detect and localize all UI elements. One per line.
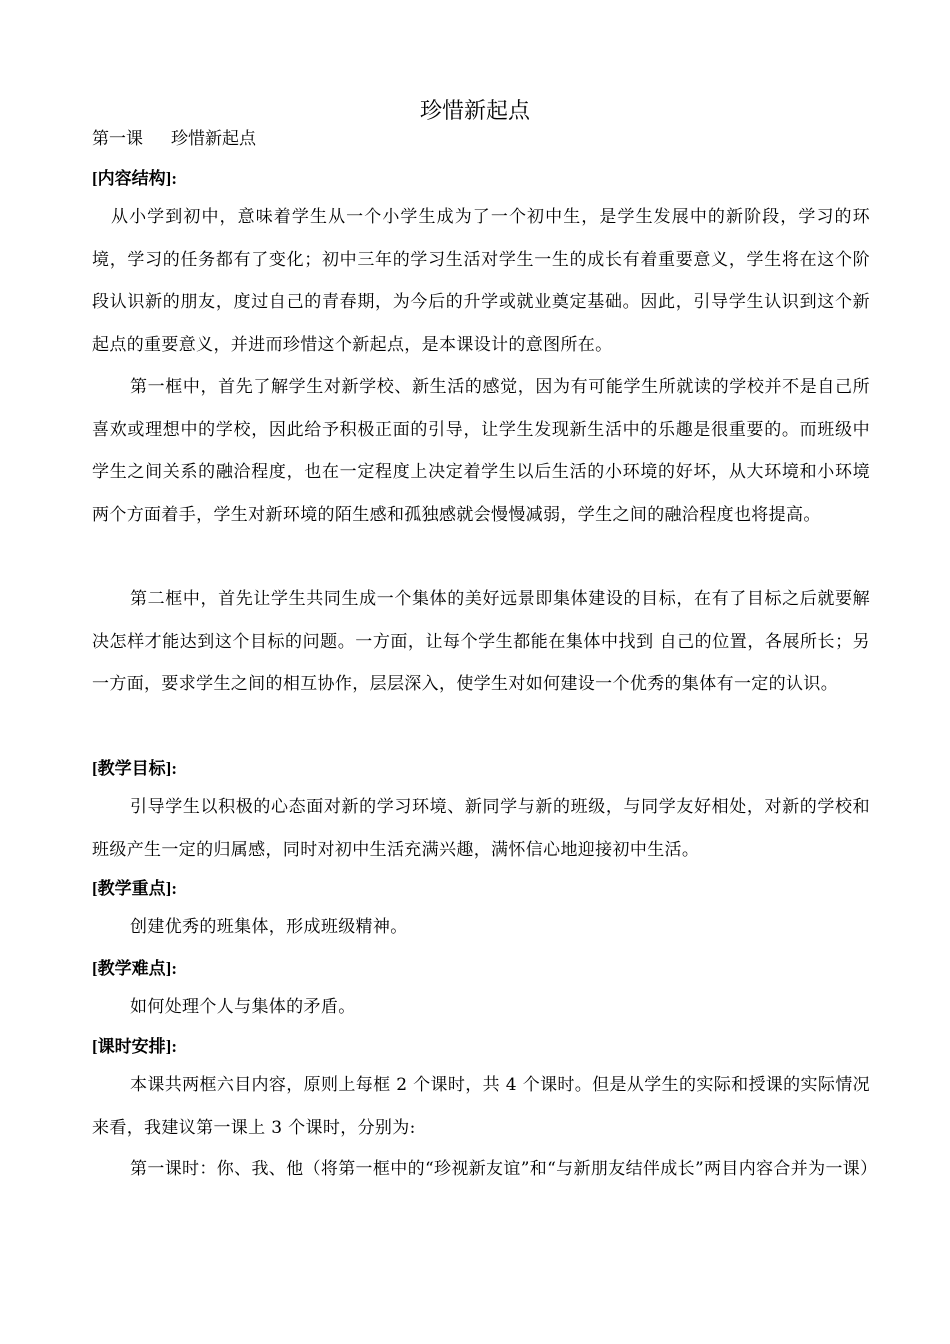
schedule-heading: [课时安排]: (92, 1037, 177, 1056)
goals-heading: [教学目标]: (92, 759, 177, 778)
structure-paragraph-1: 从小学到初中，意味着学生从一个小学生成为了一个初中生，是学生发展中的新阶段，学习的环境，学习的任务都有了变化；初中三年的学习生活对学生一生的成长有着重要意义，学生将在这个阶段认识新的朋友，度过自己的青春期，为今后的升学或就业奠定基础。因此，引导学生认识到这个新起点的重要意义，并进而珍惜这个新起点，是本课设计的意图所在。 (92, 207, 870, 355)
key-points-paragraph: 创建优秀的班集体，形成班级精神。 (130, 917, 408, 937)
lesson-label: 第一课 (92, 129, 143, 149)
key-points-heading: [教学重点]: (92, 879, 177, 898)
lesson-subtitle (92, 126, 256, 152)
difficulty-heading: [教学难点]: (92, 959, 177, 978)
goals-paragraph: 引导学生以积极的心态面对新的学习环境、新同学与新的班级，与同学友好相处，对新的学校和班级产生一定的归属感，同时对初中生活充满兴趣，满怀信心地迎接初中生活。 (92, 797, 870, 860)
structure-paragraph-3: 第二框中，首先让学生共同生成一个集体的美好远景即集体建设的目标，在有了目标之后就要解决怎样才能达到这个目标的问题。一方面，让每个学生都能在集体中找到 自己的位置，各展所长；另一方面，要求学生之间的相互协作，层层深入，使学生对如何建设一个优秀的集体有一定的认识。 (92, 589, 870, 694)
difficulty-paragraph: 如何处理个人与集体的矛盾。 (130, 997, 356, 1017)
structure-paragraph-2: 第一框中，首先了解学生对新学校、新生活的感觉，因为有可能学生所就读的学校并不是自己所喜欢或理想中的学校，因此给予积极正面的引导，让学生发现新生活中的乐趣是很重要的。而班级中学生之间关系的融洽程度，也在一定程度上决定着学生以后生活的小环境的好坏，从大环境和小环境两个方面着手，学生对新环境的陌生感和孤独感就会慢慢减弱，学生之间的融洽程度也将提高。 (92, 377, 870, 525)
schedule-paragraph-2: 第一课时：你、我、他（将第一框中的“珍视新友谊”和“与新朋友结伴成长”两目内容合并为一课） (130, 1159, 878, 1179)
schedule-paragraph-1: 本课共两框六目内容，原则上每框 2 个课时，共 4 个课时。但是从学生的实际和授课的实际情况来看，我建议第一课上 3 个课时，分别为: (92, 1075, 870, 1138)
document-title: 珍惜新起点 (419, 99, 530, 124)
lesson-title: 珍惜新起点 (171, 129, 256, 149)
structure-heading: [内容结构]: (92, 169, 177, 188)
